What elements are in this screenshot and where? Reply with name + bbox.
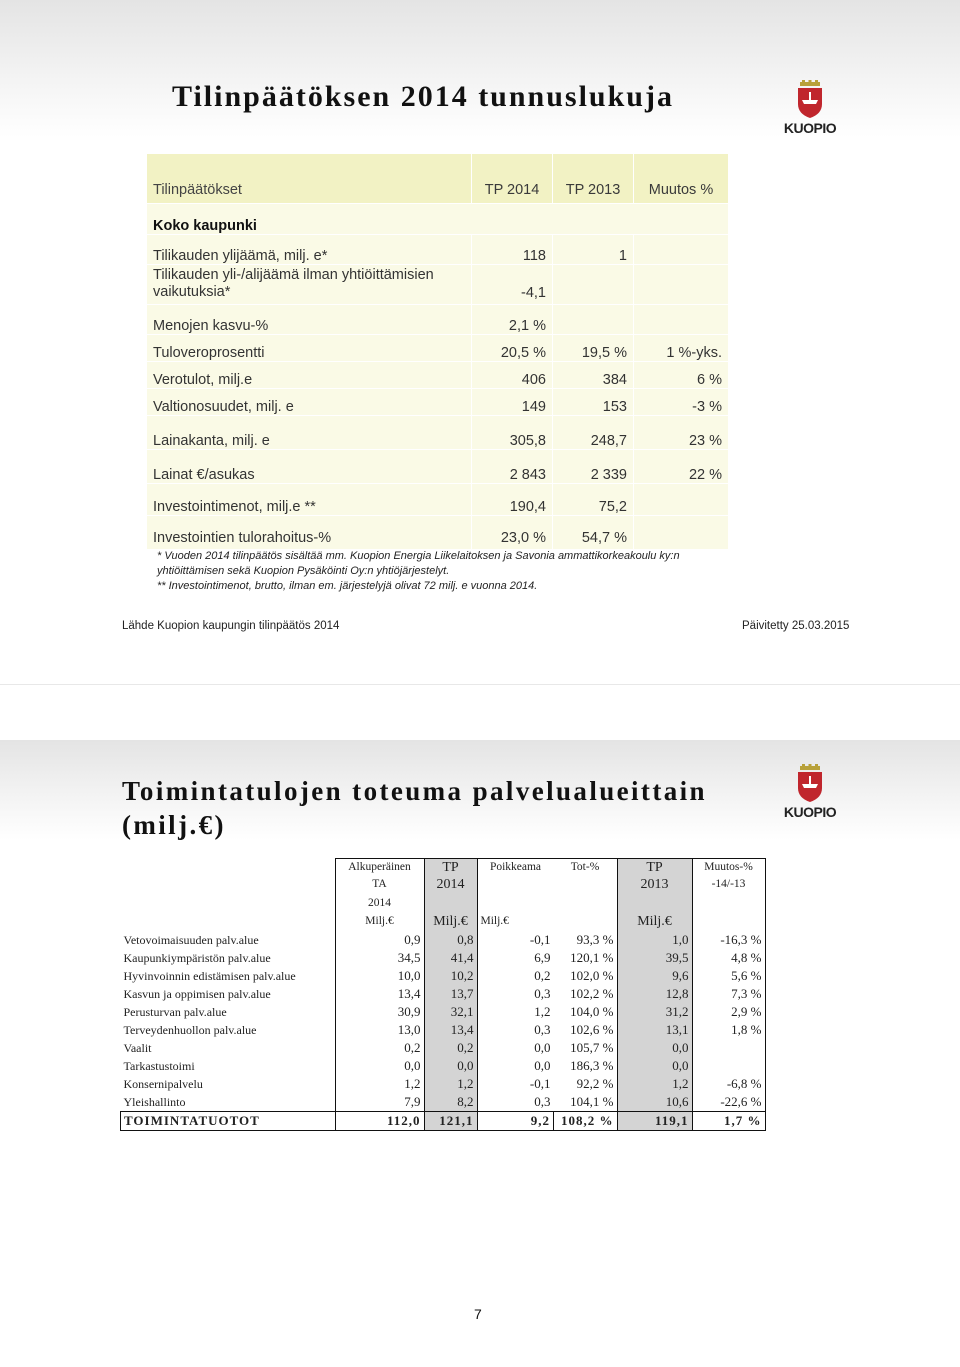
cell-change [634,516,729,550]
row-label: Tilikauden yli-/alijäämä ilman yhtiöittämisien vaikutuksia* [147,265,472,305]
total-row [121,1112,766,1131]
cell-ta: 0,2 [335,1039,424,1057]
cell-tp2014: -4,1 [472,265,553,305]
updated-date: Päivitetty 25.03.2015 [742,620,850,632]
table-row [147,335,729,362]
cell-poikkeama: 6,9 [477,949,554,967]
table-row [121,1075,766,1093]
cell-tp2014: 8,2 [424,1093,477,1112]
total-poik: 9,2 [477,1112,554,1131]
cell-ta: 30,9 [335,1003,424,1021]
cell-tp2013: 19,5 % [553,335,634,362]
source-text: Lähde Kuopion kaupungin tilinpäätös 2014 [122,620,340,632]
table-row [121,931,766,949]
table-row [147,516,729,550]
table-header-row [147,154,729,204]
header-alkup-year: 2014 [335,895,424,913]
cell-ta: 13,0 [335,1021,424,1039]
cell-tp2013: 31,2 [617,1003,692,1021]
header-tp2014: TP 2014 [472,154,553,204]
cell-tp2013: 13,1 [617,1021,692,1039]
row-label: Kasvun ja oppimisen palv.alue [123,986,271,1001]
header-poikkeama: Poikkeama [477,859,554,896]
cell-tp2014: 0,8 [424,931,477,949]
cell-tot: 104,0 % [570,1004,614,1019]
cell-change: 23 % [634,416,729,450]
cell-tot: 105,7 % [570,1040,614,1055]
cell-change: -3 % [634,389,729,416]
cell-change: 6 % [634,362,729,389]
slide-key-figures [0,0,960,660]
cell-tp2014: 20,5 % [472,335,553,362]
cell-tot: 92,2 % [576,1076,614,1091]
row-label: Menojen kasvu-% [147,305,472,335]
row-label: Vetovoimaisuuden palv.alue [123,932,259,947]
section-label: Koko kaupunki [147,204,729,235]
row-label: Vaalit [123,1040,152,1055]
cell-tp2014: 2,1 % [472,305,553,335]
cell-tp2014: 41,4 [424,949,477,967]
total-tp2013: 119,1 [617,1112,692,1131]
cell-tp2013: 54,7 % [553,516,634,550]
unit-ta: Milj.€ [335,913,424,931]
total-muutos: 1,7 % [692,1112,765,1131]
header-alkup-line1: Alkuperäinen [348,861,411,873]
header-alkuperainen [335,859,424,896]
cell-poikkeama: 0,3 [477,985,554,1003]
cell-change: 1 %-yks. [634,335,729,362]
cell-tp2014: 10,2 [424,967,477,985]
table-row [121,1093,766,1112]
page-divider [0,684,960,685]
logo-wordmark: KUOPIO [783,804,837,820]
table-row [147,484,729,516]
cell-change: 22 % [634,450,729,484]
unit-tp2014: Milj.€ [424,913,477,931]
cell-tp2014: 406 [472,362,553,389]
row-label: Terveydenhuollon palv.alue [123,1022,257,1037]
cell-tp2013: 39,5 [617,949,692,967]
header-muutos-line1: Muutos-% [704,861,753,873]
cell-change [634,235,729,265]
cell-ta: 1,2 [335,1075,424,1093]
total-ta: 112,0 [335,1112,424,1131]
table-row [121,967,766,985]
table-row [147,305,729,335]
logo-wordmark: KUOPIO [783,120,837,136]
footnote-2: ** Investointimenot, brutto, ilman em. järjestelyjä olivat 72 milj. e vuonna 2014. [157,580,538,592]
cell-tp2013: 10,6 [617,1093,692,1112]
header-muutos: Muutos % [634,154,729,204]
row-label: Lainakanta, milj. e [147,416,472,450]
row-label: Perusturvan palv.alue [123,1004,227,1019]
cell-tp2014: 149 [472,389,553,416]
cell-tp2013: 12,8 [617,985,692,1003]
cell-tp2014: 32,1 [424,1003,477,1021]
cell-muutos: -16,3 % [692,931,765,949]
cell-tp2013 [553,265,634,305]
cell-tp2013: 9,6 [617,967,692,985]
footnote-1-cont: yhtiöittämisen sekä Kuopion Pysäköinti Oy:n yhtiöjärjestelyt. [157,565,450,577]
table-row [147,265,729,305]
cell-tp2014: 1,2 [424,1075,477,1093]
table-row [147,235,729,265]
cell-muutos [692,1039,765,1057]
row-label: Hyvinvoinnin edistämisen palv.alue [123,968,296,983]
header-tp2014 [424,859,477,896]
cell-tp2013: 0,0 [617,1057,692,1075]
kuopio-logo [780,764,840,824]
cell-tp2013: 248,7 [553,416,634,450]
cell-tp2014: 13,7 [424,985,477,1003]
cell-muutos: 7,3 % [692,985,765,1003]
crest-icon [780,80,840,122]
header-tp2013: TP 2013 [553,154,634,204]
header-tp2013-line2: 2013 [640,877,669,892]
cell-tot: 104,1 % [570,1094,614,1109]
row-label: Konsernipalvelu [123,1076,203,1091]
footnotes [157,549,680,594]
cell-poikkeama: 1,2 [477,1003,554,1021]
table-row [147,362,729,389]
total-tp2014: 121,1 [424,1112,477,1131]
cell-tp2013: 1,0 [617,931,692,949]
unit-tp2013: Milj.€ [617,913,692,931]
page-number: 7 [474,1306,482,1322]
cell-tp2013: 2 339 [553,450,634,484]
header-row-2 [121,895,766,913]
cell-muutos [692,1057,765,1075]
header-row-units [121,913,766,931]
section-row [147,204,729,235]
header-tp2014-line1: TP [442,860,459,875]
table-row [147,416,729,450]
row-label: Tuloveroprosentti [147,335,472,362]
row-label: Investointimenot, milj.e ** [147,484,472,516]
header-row-1 [121,859,766,896]
footnote-1: * Vuoden 2014 tilinpäätös sisältää mm. Kuopion Energia Liikelaitoksen ja Savonia ammattikorkeakoulu ky:n [157,550,680,562]
header-muutos-line2: -14/-13 [711,878,746,890]
header-tp2013 [617,859,692,896]
cell-tp2013: 1,2 [617,1075,692,1093]
table-row [121,1021,766,1039]
cell-tot: 102,6 % [570,1022,614,1037]
row-label: Tarkastustoimi [123,1058,195,1073]
cell-tp2014: 190,4 [472,484,553,516]
row-label: Valtionosuudet, milj. e [147,389,472,416]
header-tot: Tot-% [554,859,618,896]
cell-tp2014: 305,8 [472,416,553,450]
unit-poikkeama: Milj.€ [477,913,554,931]
cell-muutos: 5,6 % [692,967,765,985]
cell-tot: 120,1 % [570,950,614,965]
row-label: Tilikauden ylijäämä, milj. e* [147,235,472,265]
cell-change [634,265,729,305]
table-row [121,949,766,967]
cell-tot: 93,3 % [576,932,614,947]
row-label: Yleishallinto [123,1094,186,1109]
row-label: Verotulot, milj.e [147,362,472,389]
cell-tp2013 [553,305,634,335]
cell-poikkeama: 0,3 [477,1093,554,1112]
cell-tp2013: 1 [553,235,634,265]
table-row [147,389,729,416]
cell-tp2013: 0,0 [617,1039,692,1057]
header-tp2014-line2: 2014 [436,877,465,892]
cell-muutos: -6,8 % [692,1075,765,1093]
crest-icon [780,764,840,806]
cell-ta: 0,0 [335,1057,424,1075]
cell-tp2014: 2 843 [472,450,553,484]
cell-tp2014: 118 [472,235,553,265]
cell-tp2014: 0,0 [424,1057,477,1075]
cell-tp2014: 0,2 [424,1039,477,1057]
table-row [147,450,729,484]
cell-poikkeama: 0,3 [477,1021,554,1039]
cell-tot: 102,0 % [570,968,614,983]
cell-ta: 13,4 [335,985,424,1003]
header-alkup-line2: TA [372,878,387,890]
cell-ta: 0,9 [335,931,424,949]
cell-poikkeama: 0,0 [477,1039,554,1057]
cell-poikkeama: -0,1 [477,931,554,949]
cell-tp2013: 153 [553,389,634,416]
cell-tp2014: 13,4 [424,1021,477,1039]
cell-ta: 34,5 [335,949,424,967]
cell-tp2013: 75,2 [553,484,634,516]
slide-title: Tilinpäätöksen 2014 tunnuslukuja [172,80,674,113]
cell-tp2014: 23,0 % [472,516,553,550]
cell-muutos: 4,8 % [692,949,765,967]
key-figures-table [146,153,729,550]
cell-muutos: -22,6 % [692,1093,765,1112]
total-tot: 108,2 % [554,1112,618,1131]
row-label: Kaupunkiympäristön palv.alue [123,950,271,965]
cell-tp2013: 384 [553,362,634,389]
table-row [121,1057,766,1075]
header-tp2013-line1: TP [646,860,663,875]
cell-change [634,484,729,516]
operating-income-table [120,858,766,1131]
row-label: Lainat €/asukas [147,450,472,484]
cell-muutos: 2,9 % [692,1003,765,1021]
table-row [121,1003,766,1021]
cell-ta: 10,0 [335,967,424,985]
row-label: Investointien tulorahoitus-% [147,516,472,550]
kuopio-logo [780,80,840,140]
cell-muutos: 1,8 % [692,1021,765,1039]
cell-tot: 186,3 % [570,1058,614,1073]
cell-poikkeama: -0,1 [477,1075,554,1093]
cell-poikkeama: 0,0 [477,1057,554,1075]
slide-title: Toimintatulojen toteuma palvelualueittain (milj.€) [122,776,707,840]
cell-poikkeama: 0,2 [477,967,554,985]
table-row [121,985,766,1003]
cell-change [634,305,729,335]
cell-ta: 7,9 [335,1093,424,1112]
header-tilinpaatokset: Tilinpäätökset [147,154,472,204]
table-row [121,1039,766,1057]
cell-tot: 102,2 % [570,986,614,1001]
total-label: TOIMINTATUOTOT [121,1112,336,1131]
header-muutos [692,859,765,896]
